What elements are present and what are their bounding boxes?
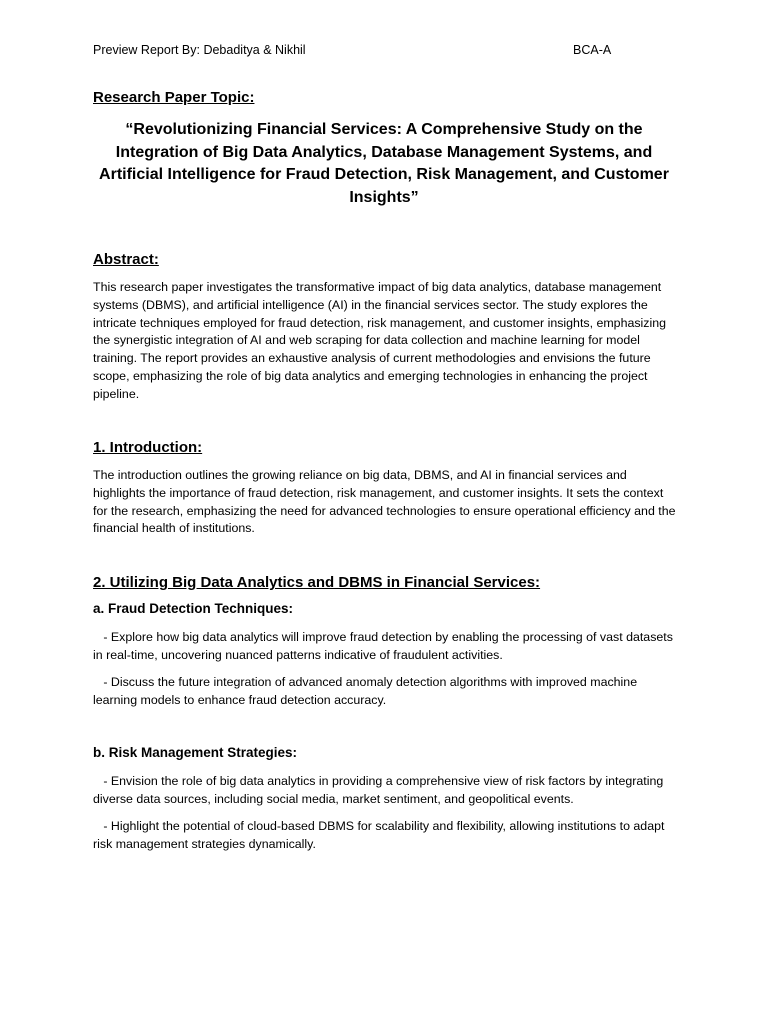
fraud-detection-heading: a. Fraud Detection Techniques: (93, 601, 294, 616)
class-label: BCA-A (573, 43, 612, 57)
introduction-heading: 1. Introduction: (93, 439, 203, 456)
introduction-body: The introduction outlines the growing reliance on big data, DBMS, and AI in financial services and highlights the importance of fraud detection, risk management, and customer insights. It sets the context for the research, emphasizing the need for advanced technologies to ensure operational efficiency and the financial health of institutions. (93, 468, 676, 536)
author-line: Preview Report By: Debaditya & Nikhil (93, 43, 306, 57)
abstract-heading: Abstract: (93, 251, 159, 268)
risk-point-1: - Envision the role of big data analytics in providing a comprehensive view of risk factors by integrating diverse data sources, including social media, market sentiment, and geopolitical events. (93, 774, 667, 806)
risk-management-heading: b. Risk Management Strategies: (93, 745, 298, 760)
fraud-point-2: - Discuss the future integration of advanced anomaly detection algorithms with improved machine learning models to enhance fraud detection accuracy. (93, 675, 641, 707)
risk-point-2: - Highlight the potential of cloud-based DBMS for scalability and flexibility, allowing institutions to adapt risk management strategies dynamically. (93, 819, 668, 851)
abstract-body: This research paper investigates the transformative impact of big data analytics, database management systems (DBMS), and artificial intelligence (AI) in the financial services sector. The study explores the intricate techniques employed for fraud detection, risk management, and customer insights, emphasizing the synergistic integration of AI and web scraping for data collection and machine learning for model training. The report provides an exhaustive analysis of current methodologies and envisions the future scope, emphasizing the role of big data analytics and emerging technologies in enhancing the project pipeline. (93, 280, 667, 401)
section2-heading: 2. Utilizing Big Data Analytics and DBMS in Financial Services: (93, 574, 541, 591)
fraud-point-1: - Explore how big data analytics will improve fraud detection by enabling the processing of vast datasets in real-time, uncovering nuanced patterns indicative of fraudulent activities. (93, 630, 677, 662)
topic-heading: Research Paper Topic: (93, 89, 255, 106)
paper-title: “Revolutionizing Financial Services: A Comprehensive Study on the Integration of Big Data Analytics, Database Management Systems, and Artificial Intelligence for Fraud Detection, Risk Management, and Customer Insights” (99, 121, 669, 206)
